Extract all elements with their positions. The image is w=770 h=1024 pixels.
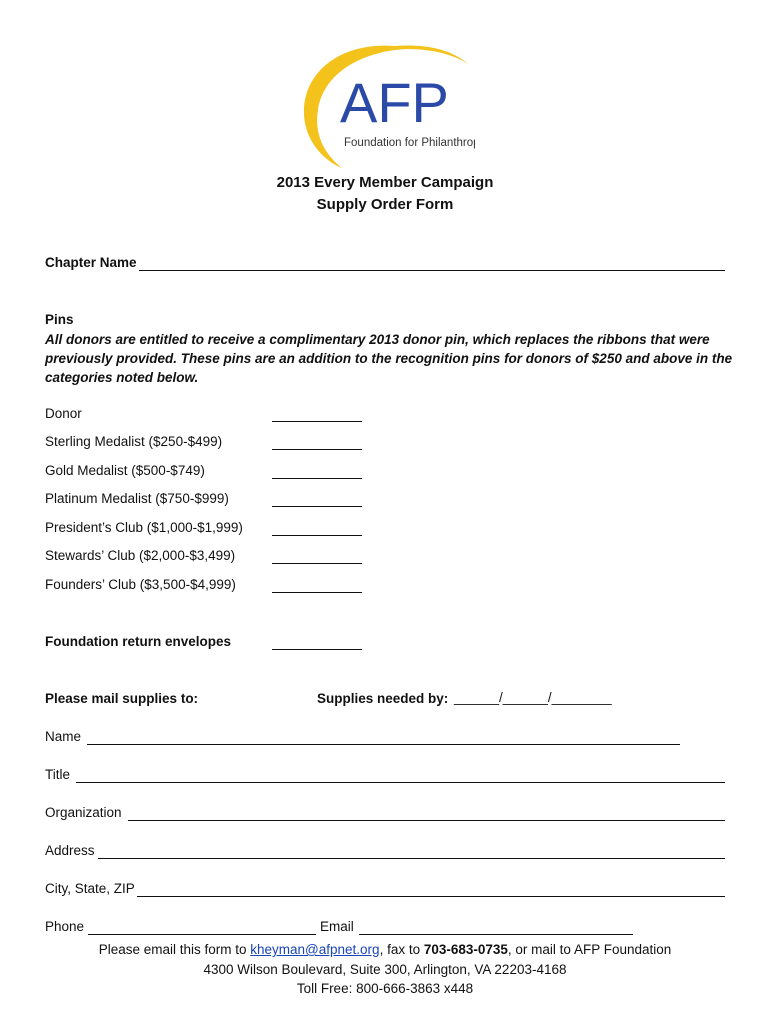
logo-subtitle: Foundation for Philanthropy	[344, 137, 475, 149]
phone-label: Phone	[45, 919, 85, 934]
pin-quantity-field[interactable]	[272, 421, 362, 422]
pin-quantity-field[interactable]	[272, 592, 362, 593]
footer-address: 4300 Wilson Boulevard, Suite 300, Arlington, VA 22203-4168	[203, 962, 567, 977]
pin-category-label: Platinum Medalist ($750-$999)	[45, 491, 229, 506]
pin-quantity-field[interactable]	[272, 449, 362, 450]
email-field[interactable]	[359, 934, 633, 935]
envelopes-label: Foundation return envelopes	[45, 634, 232, 649]
pin-category-label: Founders’ Club ($3,500-$4,999)	[45, 577, 236, 592]
organization-label: Organization	[45, 805, 122, 820]
pin-category-label: Gold Medalist ($500-$749)	[45, 463, 205, 478]
footer-contact-line	[0, 940, 770, 960]
pin-quantity-field[interactable]	[272, 535, 362, 536]
pin-quantity-field[interactable]	[272, 506, 362, 507]
pin-quantity-field[interactable]	[272, 563, 362, 564]
footer-prefix: Please email this form to	[98, 942, 251, 957]
organization-field[interactable]	[128, 820, 725, 821]
logo-text: AFP	[340, 71, 449, 134]
pin-category-label: Sterling Medalist ($250-$499)	[45, 434, 223, 449]
footer-fax-text: , fax to	[379, 942, 424, 957]
city-state-zip-label: City, State, ZIP	[45, 881, 135, 896]
name-label: Name	[45, 729, 82, 744]
supplies-needed-date-field[interactable]: ______/______/________	[454, 690, 612, 705]
name-field[interactable]	[87, 744, 680, 745]
form-title-line2: Supply Order Form	[316, 196, 454, 213]
phone-field[interactable]	[88, 934, 316, 935]
afp-logo-swoosh-icon	[300, 42, 475, 170]
footer-suffix: , or mail to AFP Foundation	[507, 942, 672, 957]
supplies-needed-label: Supplies needed by:	[317, 691, 449, 706]
title-label: Title	[45, 767, 71, 782]
pins-description: All donors are entitled to receive a complimentary 2013 donor pin, which replaces the ribbons that were previously provided. These pins are an addition to the recognition pins for donors of $250 and above in the categories noted below.	[45, 332, 733, 385]
pin-category-label: President’s Club ($1,000-$1,999)	[45, 520, 243, 535]
title-field[interactable]	[76, 782, 725, 783]
mail-supplies-label: Please mail supplies to:	[45, 691, 199, 706]
form-title-line1: 2013 Every Member Campaign	[276, 174, 494, 191]
address-label: Address	[45, 843, 95, 858]
pin-quantity-field[interactable]	[272, 478, 362, 479]
pin-category-label: Stewards’ Club ($2,000-$3,499)	[45, 548, 236, 563]
chapter-name-field[interactable]	[139, 270, 725, 271]
pin-category-label: Donor	[45, 406, 82, 421]
envelopes-quantity-field[interactable]	[272, 649, 362, 650]
address-field[interactable]	[98, 858, 725, 859]
footer-tollfree: Toll Free: 800-666-3863 x448	[296, 981, 474, 996]
afp-logo	[300, 42, 475, 170]
footer-fax-number: 703-683-0735	[423, 942, 508, 957]
email-label: Email	[320, 919, 354, 934]
footer-email-link[interactable]: kheyman@afpnet.org	[250, 942, 380, 957]
chapter-name-label: Chapter Name	[45, 255, 137, 270]
pins-heading: Pins	[45, 312, 74, 327]
city-state-zip-field[interactable]	[137, 896, 725, 897]
